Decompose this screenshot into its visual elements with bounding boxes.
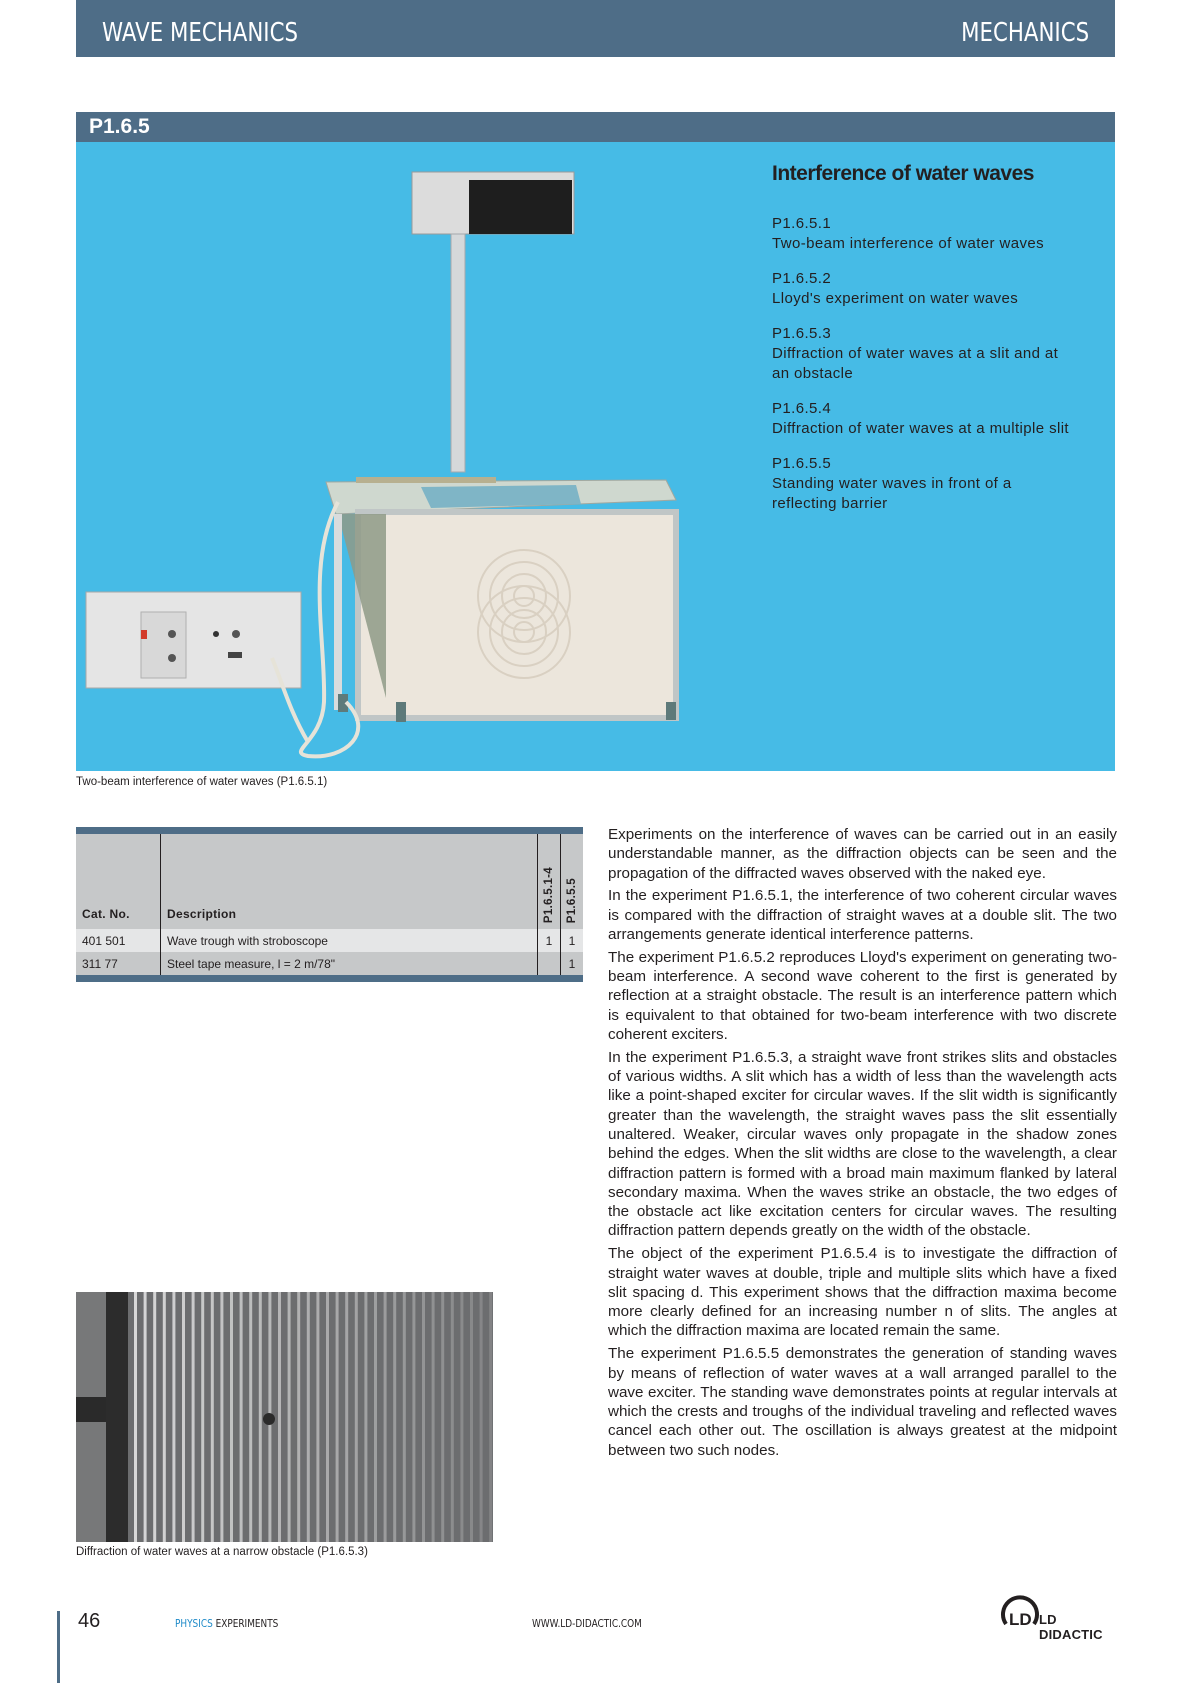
header-col-label: P1.6.5.5 [566, 877, 578, 923]
wave-crest [144, 1292, 147, 1542]
stand-pole [451, 234, 465, 472]
wave-crest [220, 1292, 223, 1542]
header-col-p1651-4 [538, 834, 561, 929]
ld-logo-icon [1000, 1588, 1040, 1630]
logo-text: LD DIDACTIC [1039, 1612, 1103, 1642]
cell-cat-no: 311 77 [76, 952, 161, 975]
wave-crest [230, 1292, 233, 1542]
wave-crest [163, 1292, 166, 1542]
wave-crest [259, 1292, 262, 1542]
wave-crest [480, 1292, 483, 1542]
panel-title: Interference of water waves [772, 162, 1034, 185]
paragraph: In the experiment P1.6.5.3, a straight wave front strikes slits and obstacles of various widths. A slit which has a width of less than the wavelength acts like a point-shaped exciter for circular waves. If the slit width is significantly greater than the wavelength, the straight waves pass the slit essentially unaltered. Weaker, circular waves only propagate in the shadow zones behind the edges. When the slit widths are close to the wavelength, a clear diffraction pattern is formed with a broad main maximum flanked by lateral secondary maxima. When the waves strike an obstacle, the two edges of the obstacle act like excitation centers for circular waves. The resulting diffraction pattern depends greatly on the width of the obstacle. [608, 1048, 1117, 1240]
experiment-code: P1.6.5.1 [772, 215, 832, 232]
wave-crest [441, 1292, 444, 1542]
paragraph: In the experiment P1.6.5.1, the interference of two coherent circular waves is compared with the diffraction of straight waves at a double slit. The two arrangements generate identical interference patterns. [608, 887, 1117, 943]
wave-crest [470, 1292, 473, 1542]
control-unit [86, 592, 301, 688]
subject-title: MECHANICS [960, 18, 1089, 48]
body-text [608, 825, 1117, 1464]
svg-text:LD: LD [1009, 1610, 1032, 1629]
table-row [76, 929, 583, 952]
experiment-panel [76, 142, 1115, 771]
footer-physics: PHYSICS [175, 1618, 213, 1630]
header-description: Description [161, 834, 538, 929]
wave-crest [249, 1292, 252, 1542]
experiment-code: P1.6.5.2 [772, 270, 832, 287]
equipment-table [76, 827, 583, 982]
wave-crest [134, 1292, 137, 1542]
wave-crest [412, 1292, 415, 1542]
cell-description: Steel tape measure, l = 2 m/78" [161, 952, 538, 975]
experiment-title: Lloyd's experiment on water waves [772, 290, 1019, 307]
wave-crest [451, 1292, 454, 1542]
page-number: 46 [78, 1610, 101, 1632]
cell-qty [538, 952, 561, 975]
paragraph: The experiment P1.6.5.5 demonstrates the generation of standing waves by means of reflection of water waves at a wall arranged parallel to the wave exciter. The standing wave demonstrates points at regular intervals at which the crests and troughs of the individual traveling and reflected waves cancel each other out. The oscillation is always greatest at the midpoint between two such nodes. [608, 1345, 1117, 1459]
wave-crest [182, 1292, 185, 1542]
wave-crest [153, 1292, 156, 1542]
wave-crest [211, 1292, 214, 1542]
experiment-list [772, 214, 1112, 529]
table-header-row [76, 834, 583, 929]
wave-crest [172, 1292, 175, 1542]
footer-rule [57, 1611, 60, 1683]
table-top-rule [76, 827, 583, 834]
experiment-code: P1.6.5.4 [772, 400, 832, 417]
experiment-title: Diffraction of water waves at a slit and at an obstacle [772, 345, 1059, 382]
header-cat-no: Cat. No. [76, 834, 161, 929]
wave-crest [345, 1292, 348, 1542]
table-row [76, 952, 583, 975]
wave-crest [355, 1292, 358, 1542]
wave-pattern [76, 1292, 493, 1542]
cell-qty: 1 [538, 929, 561, 952]
wave-crest [489, 1292, 492, 1542]
wave-crest [364, 1292, 367, 1542]
wave-crest [297, 1292, 300, 1542]
section-bar [76, 112, 1115, 142]
experiment-item [772, 399, 1112, 439]
chapter-title: WAVE MECHANICS [102, 18, 298, 48]
experiment-item [772, 454, 1112, 514]
wave-crest [326, 1292, 329, 1542]
cell-description: Wave trough with stroboscope [161, 929, 538, 952]
footer-experiments: EXPERIMENTS [212, 1618, 279, 1630]
wave-crest [240, 1292, 243, 1542]
header-col-label: P1.6.5.1-4 [543, 866, 555, 923]
wave-crest [384, 1292, 387, 1542]
wave-crest [278, 1292, 281, 1542]
cell-qty: 1 [561, 952, 584, 975]
wave-crest [432, 1292, 435, 1542]
ld-didactic-logo [1000, 1588, 1120, 1642]
table-bottom-rule [76, 975, 583, 982]
experiment-title: Two-beam interference of water waves [772, 235, 1045, 252]
wave-crest [422, 1292, 425, 1542]
wave-crest [393, 1292, 396, 1542]
photo-caption: Two-beam interference of water waves (P1.6.5.1) [76, 776, 328, 788]
experiment-code: P1.6.5.5 [772, 455, 832, 472]
wave-crest [288, 1292, 291, 1542]
wave-crest [336, 1292, 339, 1542]
chapter-header-bar [76, 0, 1115, 57]
section-code: P1.6.5 [89, 115, 150, 138]
diffraction-photo [76, 1292, 493, 1542]
obstacle [263, 1413, 275, 1425]
footer-url[interactable]: WWW.LD-DIDACTIC.COM [532, 1618, 642, 1630]
wave-crest [201, 1292, 204, 1542]
wave-crest [460, 1292, 463, 1542]
wave-crest [307, 1292, 310, 1542]
paragraph: Experiments on the interference of waves can be carried out in an easily understandable manner, as the diffraction objects can be seen and the propagation of the diffracted waves observed with the naked eye. [608, 826, 1117, 882]
paragraph: The experiment P1.6.5.2 reproduces Lloyd's experiment on generating two-beam interference. A second wave coherent to the first is generated by reflection at a straight obstacle. The result is an interference pattern which is equivalent to that obtained for two-beam interference with two discrete coherent exciters. [608, 948, 1117, 1043]
header-col-p1655 [561, 834, 584, 929]
experiment-item [772, 214, 1112, 254]
diffraction-caption: Diffraction of water waves at a narrow obstacle (P1.6.5.3) [76, 1546, 368, 1558]
wave-crest [316, 1292, 319, 1542]
experiment-item [772, 324, 1112, 384]
cell-cat-no: 401 501 [76, 929, 161, 952]
experiment-title: Standing water waves in front of a reflecting barrier [772, 475, 1012, 512]
wave-crest [403, 1292, 406, 1542]
apparatus-photo [76, 142, 696, 771]
wave-crest [192, 1292, 195, 1542]
experiment-title: Diffraction of water waves at a multiple slit [772, 420, 1070, 437]
footer-series [175, 1618, 278, 1630]
paragraph: The object of the experiment P1.6.5.4 is to investigate the diffraction of straight water waves at double, triple and multiple slits which have a fixed slit spacing d. This experiment shows that the diffraction maxima become more clearly defined for an increasing number n of slits. The angles at which the diffraction maxima are located remain the same. [608, 1245, 1117, 1340]
experiment-item [772, 269, 1112, 309]
cell-qty: 1 [561, 929, 584, 952]
wave-crest [374, 1292, 377, 1542]
experiment-code: P1.6.5.3 [772, 325, 832, 342]
